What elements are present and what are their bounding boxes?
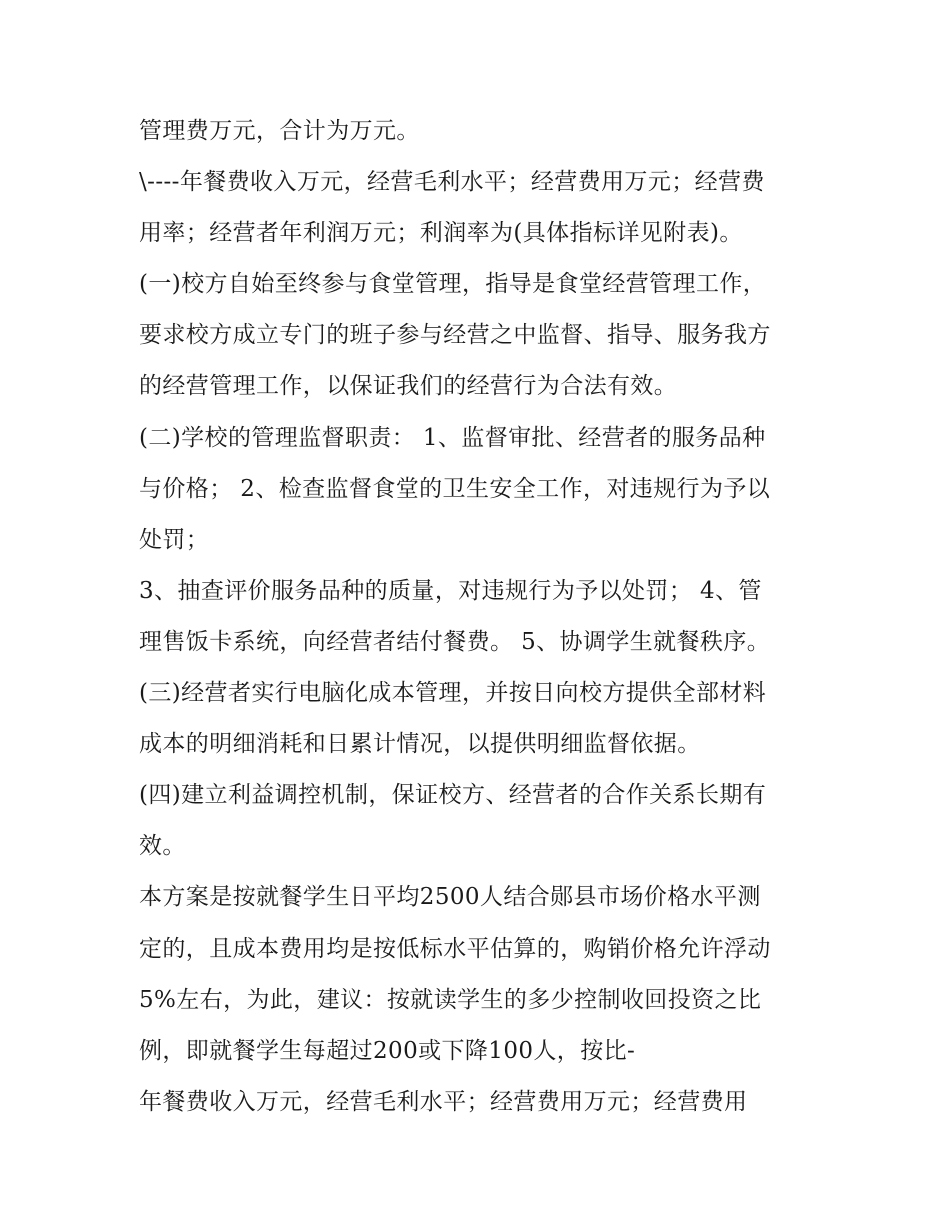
text-line-16: 本方案是按就餐学生日平均2500人结合郧县市场价格水平测 [139,884,761,911]
text-line-19: 例，即就餐学生每超过200或下降100人，按比- [139,1037,636,1064]
text-line-5: 要求校方成立专门的班子参与经营之中监督、指导、服务我方 [139,322,771,349]
text-line-13: 成本的明细消耗和日累计情况，以提供明细监督依据。 [139,731,701,758]
document-body [139,106,829,1128]
text-line-12: (三)经营者实行电脑化成本管理，并按日向校方提供全部材料 [139,680,767,707]
text-line-15: 效。 [139,833,186,860]
text-line-8: 与价格； 2、检查监督食堂的卫生安全工作，对违规行为予以 [139,475,771,502]
text-line-2: \----年餐费收入万元，经营毛利水平；经营费用万元；经营费 [139,169,765,196]
text-line-10: 3、抽查评价服务品种的质量，对违规行为予以处罚； 4、管 [139,577,762,604]
text-line-4: (一)校方自始至终参与食堂管理，指导是食堂经营管理工作， [139,271,767,298]
text-line-7: (二)学校的管理监督职责： 1、监督审批、经营者的服务品种 [139,424,766,451]
text-line-11: 理售饭卡系统，向经营者结付餐费。 5、协调学生就餐秩序。 [139,628,771,655]
text-line-20: 年餐费收入万元，经营毛利水平；经营费用万元；经营费用 [139,1088,748,1115]
text-line-9: 处罚； [139,526,210,553]
text-line-1: 管理费万元，合计为万元。 [139,118,420,144]
text-line-6: 的经营管理工作，以保证我们的经营行为合法有效。 [139,373,678,400]
text-line-17: 定的，且成本费用均是按低标水平估算的，购销价格允许浮动 [139,935,771,962]
text-line-14: (四)建立利益调控机制，保证校方、经营者的合作关系长期有 [139,782,767,809]
text-line-3: 用率；经营者年利润万元；利润率为(具体指标详见附表)。 [139,220,743,247]
text-line-18: 5%左右，为此，建议：按就读学生的多少控制收回投资之比 [139,986,762,1013]
